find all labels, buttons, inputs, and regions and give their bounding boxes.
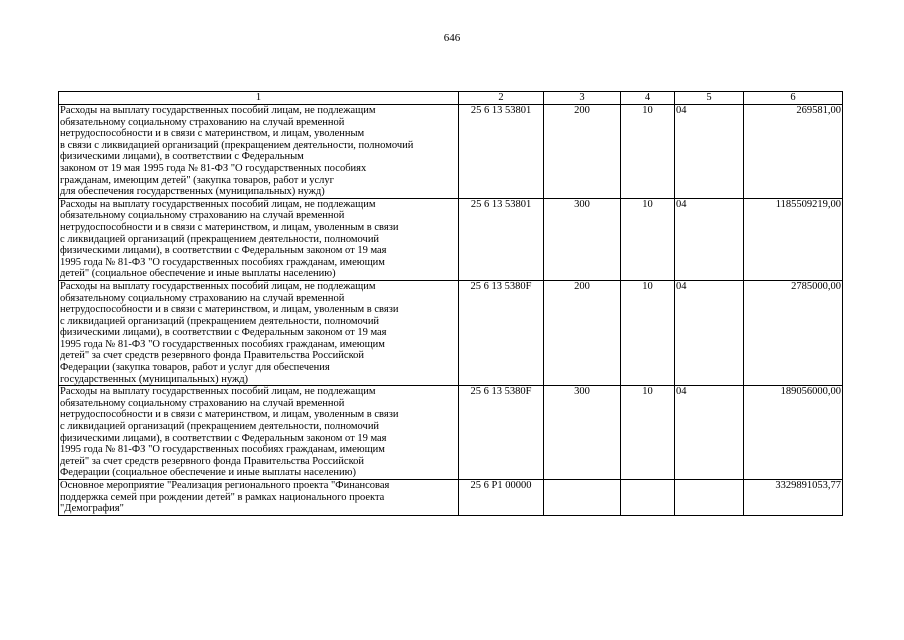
description-line: обязательному социальному страхованию на случай временной xyxy=(60,292,345,304)
section-code: 10 xyxy=(621,105,675,199)
table-header-row xyxy=(59,92,843,105)
description-line: нетрудоспособности и в связи с материнством, и лицам, уволенным в связи xyxy=(60,409,399,421)
table-row xyxy=(59,386,843,480)
classification-code: 25 6 13 5380F xyxy=(459,386,544,480)
expense-type-code xyxy=(544,480,621,516)
subsection-code: 04 xyxy=(675,280,744,385)
description-line: обязательному социальному страхованию на случай временной xyxy=(60,116,345,128)
description-line: Расходы на выплату государственных пособий лицам, не подлежащим xyxy=(60,280,376,292)
description-line: законом от 19 мая 1995 года № 81-ФЗ "О государственных пособиях xyxy=(60,162,367,174)
description-line: детей" за счет средств резервного фонда Правительства Российской xyxy=(60,350,365,362)
description-line: нетрудоспособности и в связи с материнством, и лицам, уволенным в связи xyxy=(60,221,399,233)
subsection-code xyxy=(675,480,744,516)
subsection-code: 04 xyxy=(675,386,744,480)
description-line: физическими лицами), в соответствии с Федеральным законом от 19 мая xyxy=(60,327,387,339)
description-line: с ликвидацией организаций (прекращением деятельности, полномочий xyxy=(60,233,380,245)
classification-code: 25 6 13 53801 xyxy=(459,198,544,280)
description-line: физическими лицами), в соответствии с Федеральным xyxy=(60,151,304,163)
amount-value: 3329891053,77 xyxy=(744,480,843,516)
amount-value: 1185509219,00 xyxy=(744,198,843,280)
description-line: физическими лицами), в соответствии с Федеральным законом от 19 мая xyxy=(60,432,387,444)
page-number: 646 xyxy=(443,32,461,44)
table-row xyxy=(59,280,843,385)
column-header: 3 xyxy=(544,92,621,105)
subsection-code: 04 xyxy=(675,198,744,280)
description-line: с ликвидацией организаций (прекращением деятельности, полномочий xyxy=(60,421,380,433)
description-line: Федерации (социальное обеспечение и иные выплаты населению) xyxy=(60,467,356,479)
description-line: в связи с ликвидацией организаций (прекращением деятельности, полномочий xyxy=(60,139,414,151)
section-code: 10 xyxy=(621,280,675,385)
subsection-code: 04 xyxy=(675,105,744,199)
amount-value: 269581,00 xyxy=(744,105,843,199)
description-line: физическими лицами), в соответствии с Федеральным законом от 19 мая xyxy=(60,245,387,257)
expense-description xyxy=(59,386,459,480)
column-header: 6 xyxy=(744,92,843,105)
description-line: с ликвидацией организаций (прекращением деятельности, полномочий xyxy=(60,315,380,327)
description-line: 1995 года № 81-ФЗ "О государственных пособиях гражданам, имеющим xyxy=(60,444,385,456)
classification-code: 25 6 13 5380F xyxy=(459,280,544,385)
description-line: нетрудоспособности и в связи с материнством, и лицам, уволенным xyxy=(60,128,365,140)
description-line: Расходы на выплату государственных пособий лицам, не подлежащим xyxy=(60,198,376,210)
budget-table xyxy=(58,91,843,516)
section-code xyxy=(621,480,675,516)
description-line: государственных (муниципальных) нужд) xyxy=(60,373,249,385)
description-line: обязательному социальному страхованию на случай временной xyxy=(60,397,345,409)
description-line: для обеспечения государственных (муниципальных) нужд) xyxy=(60,186,325,198)
description-line: 1995 года № 81-ФЗ "О государственных пособиях гражданам, имеющим xyxy=(60,338,385,350)
description-line: Расходы на выплату государственных пособий лицам, не подлежащим xyxy=(60,386,376,398)
description-line: 1995 года № 81-ФЗ "О государственных пособиях гражданам, имеющим xyxy=(60,256,385,268)
expense-type-code: 200 xyxy=(544,280,621,385)
column-header: 2 xyxy=(459,92,544,105)
column-header: 5 xyxy=(675,92,744,105)
expense-type-code: 300 xyxy=(544,386,621,480)
description-line: поддержка семей при рождении детей" в рамках национального проекта xyxy=(60,491,385,503)
description-line: детей" за счет средств резервного фонда Правительства Российской xyxy=(60,455,365,467)
classification-code: 25 6 13 53801 xyxy=(459,105,544,199)
column-header: 4 xyxy=(621,92,675,105)
description-line: Федерации (закупка товаров, работ и услуг для обеспечения xyxy=(60,362,330,374)
amount-value: 189056000,00 xyxy=(744,386,843,480)
expense-type-code: 200 xyxy=(544,105,621,199)
expense-description xyxy=(59,480,459,516)
table-row xyxy=(59,480,843,516)
amount-value: 2785000,00 xyxy=(744,280,843,385)
description-line: Основное мероприятие "Реализация регионального проекта "Финансовая xyxy=(60,480,390,491)
expense-description xyxy=(59,198,459,280)
description-line: обязательному социальному страхованию на случай временной xyxy=(60,210,345,222)
expense-description xyxy=(59,105,459,199)
description-line: нетрудоспособности и в связи с материнством, и лицам, уволенным в связи xyxy=(60,304,399,316)
description-line: "Демография" xyxy=(60,503,124,515)
description-line: Расходы на выплату государственных пособий лицам, не подлежащим xyxy=(60,105,376,116)
expense-type-code: 300 xyxy=(544,198,621,280)
classification-code: 25 6 P1 00000 xyxy=(459,480,544,516)
table-row xyxy=(59,198,843,280)
column-header: 1 xyxy=(59,92,459,105)
section-code: 10 xyxy=(621,198,675,280)
expense-description xyxy=(59,280,459,385)
description-line: гражданам, имеющим детей" (закупка товаров, работ и услуг xyxy=(60,174,334,186)
section-code: 10 xyxy=(621,386,675,480)
description-line: детей" (социальное обеспечение и иные выплаты населению) xyxy=(60,268,336,280)
table-row xyxy=(59,105,843,199)
